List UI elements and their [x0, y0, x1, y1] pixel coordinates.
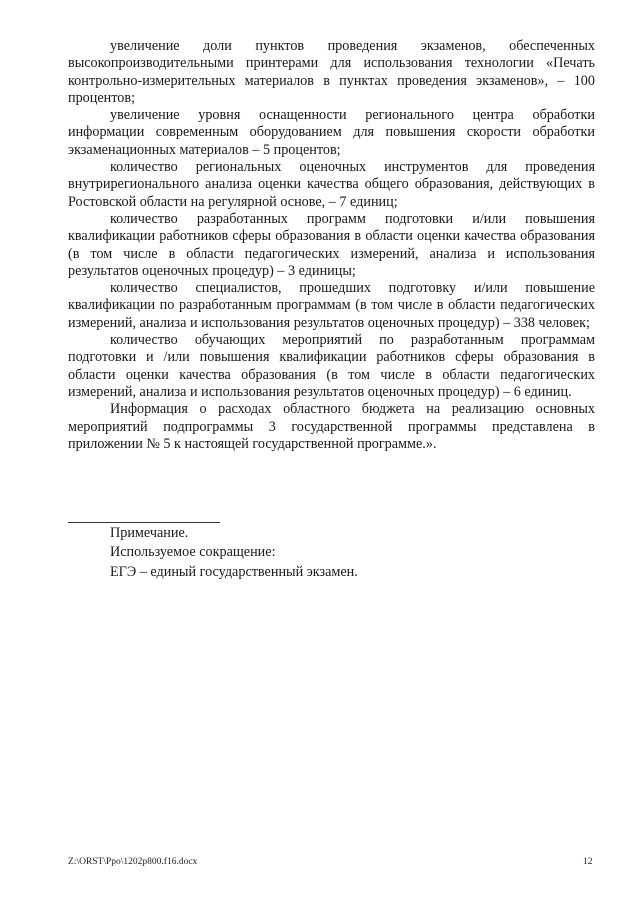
- footer-file-path: Z:\ORST\Ppo\1202p800.f16.docx: [68, 857, 198, 867]
- paragraph-printers: увеличение доли пунктов проведения экзаменов, обеспеченных высокопроизводительными принтерами для использования технологии «Печать контрольно-измерительных материалов в пунктах проведения экзаменов», – 100 процентов;: [68, 38, 595, 106]
- note-heading: Примечание.: [110, 525, 189, 541]
- paragraph-budget-info: Информация о расходах областного бюджета на реализацию основных мероприятий подпрограммы 3 государственной программы представлена в приложении № 5 к настоящей государственной программе.».: [68, 401, 595, 452]
- document-body: [68, 38, 595, 453]
- paragraph-assessment-tools: количество региональных оценочных инструментов для проведения внутрирегионального анализа оценки качества общего образования, действующих в Ростовской области на регулярной основе, – 7 единиц;: [68, 159, 595, 210]
- footnote-block: [110, 525, 358, 583]
- footnote-divider: [68, 522, 220, 523]
- note-subheading: Используемое сокращение:: [110, 544, 276, 561]
- paragraph-training-programs: количество разработанных программ подготовки и/или повышения квалификации работников сферы образования в области оценки качества образования (в том числе в области педагогических измерений, анализа и использования результатов оценочных процедур) – 3 единицы;: [68, 210, 595, 279]
- paragraph-training-events: количество обучающих мероприятий по разработанным программам подготовки и /или повышения квалификации работников сферы образования в области оценки качества образования (в том числе в области педагогических измерений, анализа и использования результатов оценочных процедур) – 6 единиц.: [68, 332, 595, 400]
- paragraph-specialists: количество специалистов, прошедших подготовку и/или повышение квалификации по разработанным программам (в том числе в области педагогических измерений, анализа и использования результатов оценочных процедур) – 338 человек;: [68, 280, 595, 331]
- paragraph-equipment: увеличение уровня оснащенности регионального центра обработки информации современным оборудованием для повышения скорости обработки экзаменационных материалов – 5 процентов;: [68, 107, 595, 158]
- page-number: 12: [583, 857, 593, 867]
- note-abbreviation: ЕГЭ – единый государственный экзамен.: [110, 563, 358, 580]
